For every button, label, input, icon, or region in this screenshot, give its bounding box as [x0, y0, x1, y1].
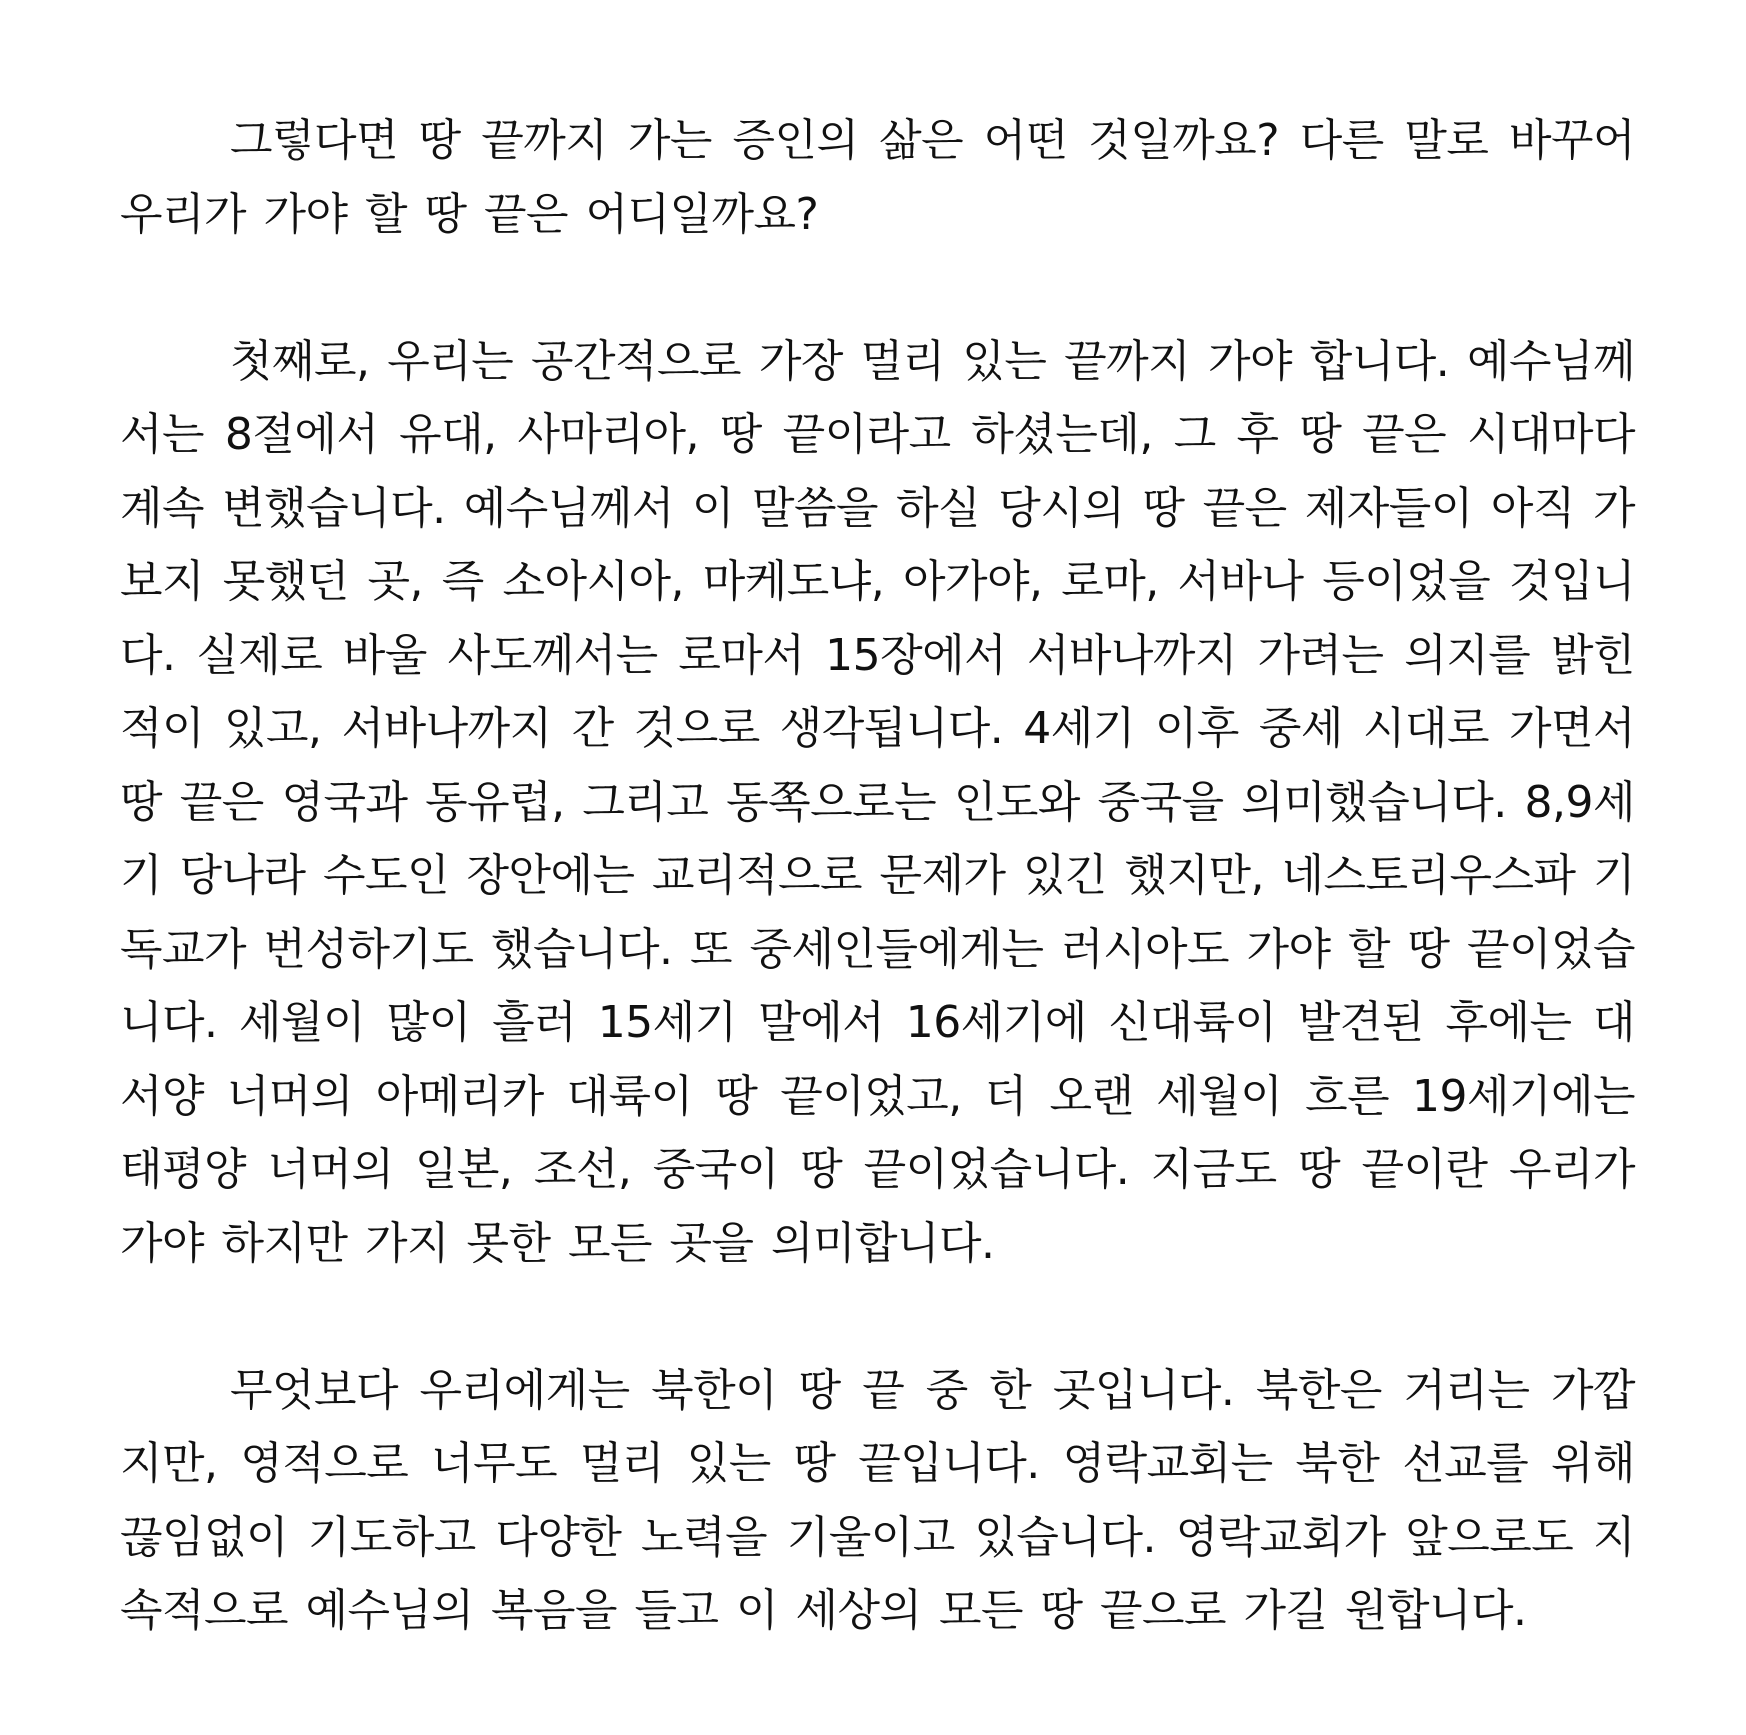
paragraph-3: 무엇보다 우리에게는 북한이 땅 끝 중 한 곳입니다. 북한은 거리는 가깝지만, 영적으로 너무도 멀리 있는 땅 끝입니다. 영락교회는 북한 선교를 위해 끊임없이 기도하고 다양한 노력을 기울이고 있습니다. 영락교회가 앞으로도 지속적으로 예수님의 복음을 들고 이 세상의 모든 땅 끝으로 가길 원합니다.	[120, 1364, 1635, 1636]
paragraph-1: 그렇다면 땅 끝까지 가는 증인의 삶은 어떤 것일까요? 다른 말로 바꾸어 우리가 가야 할 땅 끝은 어디일까요?	[120, 115, 1635, 240]
document-body	[120, 104, 1635, 1648]
paragraph-2: 첫째로, 우리는 공간적으로 가장 멀리 있는 끝까지 가야 합니다. 예수님께서는 8절에서 유대, 사마리아, 땅 끝이라고 하셨는데, 그 후 땅 끝은 시대마다 계속 변했습니다. 예수님께서 이 말씀을 하실 당시의 땅 끝은 제자들이 아직 가보지 못했던 곳, 즉 소아시아, 마케도냐, 아가야, 로마, 서바나 등이었을 것입니다. 실제로 바울 사도께서는 로마서 15장에서 서바나까지 가려는 의지를 밝힌 적이 있고, 서바나까지 간 것으로 생각됩니다. 4세기 이후 중세 시대로 가면서 땅 끝은 영국과 동유럽, 그리고 동쪽으로는 인도와 중국을 의미했습니다. 8,9세기 당나라 수도인 장안에는 교리적으로 문제가 있긴 했지만, 네스토리우스파 기독교가 번성하기도 했습니다. 또 중세인들에게는 러시아도 가야 할 땅 끝이었습니다. 세월이 많이 흘러 15세기 말에서 16세기에 신대륙이 발견된 후에는 대서양 너머의 아메리카 대륙이 땅 끝이었고, 더 오랜 세월이 흐른 19세기에는 태평양 너머의 일본, 조선, 중국이 땅 끝이었습니다. 지금도 땅 끝이란 우리가 가야 하지만 가지 못한 모든 곳을 의미합니다.	[120, 335, 1636, 1269]
